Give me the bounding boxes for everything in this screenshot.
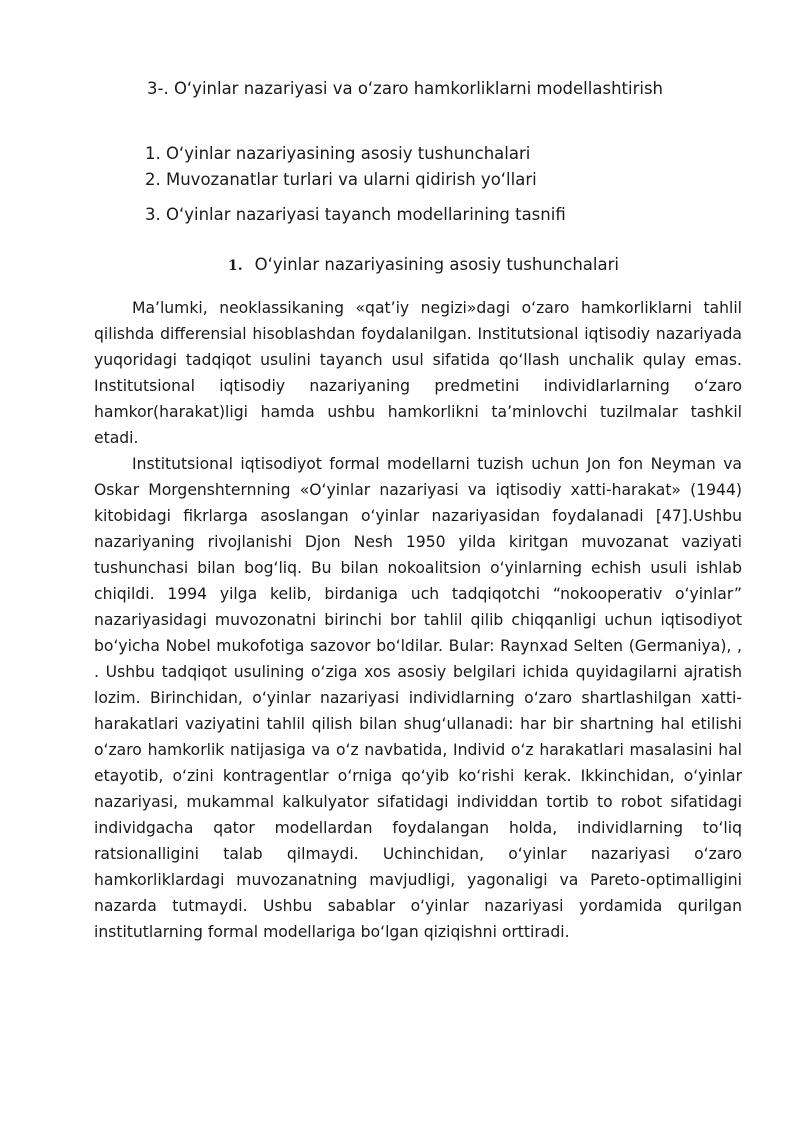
- table-of-contents: [145, 143, 566, 230]
- section-title: O‘yinlar nazariyasining asosiy tushunchalari: [254, 255, 619, 274]
- body-text: [94, 295, 742, 945]
- paragraph: Ma’lumki, neoklassikaning «qat’iy negizi»dagi o‘zaro hamkorliklarni tahlil qilishda differensial hisoblashdan foydalanilgan. Institutsional iqtisodiy nazariyada yuqoridagi tadqiqot usulini tayanch usul sifatida qo‘llash unchalik qulay emas. Institutsional iqtisodiy nazariyaning predmetini individlarlarning o‘zaro hamkor(harakat)ligi hamda ushbu hamkorlikni ta’minlovchi tuzilmalar tashkil etadi.: [94, 299, 742, 447]
- section-number: 1.: [228, 258, 243, 274]
- toc-item: 3. O‘yinlar nazariyasi tayanch modellarining tasnifi: [145, 205, 566, 224]
- section-heading: [228, 254, 619, 277]
- document-title: 3-. O‘yinlar nazariyasi va o‘zaro hamkorliklarni modellashtirish: [147, 79, 663, 98]
- toc-item: 1. O‘yinlar nazariyasining asosiy tushunchalari: [145, 144, 531, 163]
- toc-item: 2. Muvozanatlar turlari va ularni qidirish yo‘llari: [145, 170, 537, 189]
- paragraph: Institutsional iqtisodiyot formal modellarni tuzish uchun Jon fon Neyman va Oskar Morgenshternning «O‘yinlar nazariyasi va iqtisodiy xatti-harakat» (1944) kitobidagi fikrlarga asoslangan o‘yinlar nazariyasidan foydalanadi [47].Ushbu nazariyaning rivojlanishi Djon Nesh 1950 yilda kiritgan muvozanat vaziyati tushunchasi bilan bog‘liq. Bu bilan nokoalitsion o‘yinlarning echish usuli ishlab chiqildi. 1994 yilga kelib, birdaniga uch tadqiqotchi “nokooperativ o‘yinlar” nazariyasidagi muvozonatni birinchi bor tahlil qilib chiqqanligi uchun iqtisodiyot bo‘yicha Nobel mukofotiga sazovor bo‘ldilar. Bular: Raynxad Selten (Germaniya), , . Ushbu tadqiqot usulining o‘ziga xos asosiy belgilari ichida quyidagilarni ajratish lozim. Birinchidan, o‘yinlar nazariyasi individlarning o‘zaro shartlashilgan xatti-harakatlari vaziyatini tahlil qilish bilan shug‘ullanadi: har bir shartning hal etilishi o‘zaro hamkorlik natijasiga va o‘z navbatida, Individ o‘z harakatlari masalasini hal etayotib, o‘zini kontragentlar o‘rniga qo‘yib ko‘rishi kerak. Ikkinchidan, o‘yinlar nazariyasi, mukammal kalkulyator sifatidagi individdan tortib to robot sifatidagi individgacha qator modellardan foydalangan holda, individlarning to‘liq ratsionalligini talab qilmaydi. Uchinchidan, o‘yinlar nazariyasi o‘zaro hamkorliklardagi muvozanatning mavjudligi, yagonaligi va Pareto-optimalligini nazarda tutmaydi. Ushbu sabablar o‘yinlar nazariyasi yordamida qurilgan institutlarning formal modellariga bo‘lgan qiziqishni orttiradi.: [94, 455, 742, 941]
